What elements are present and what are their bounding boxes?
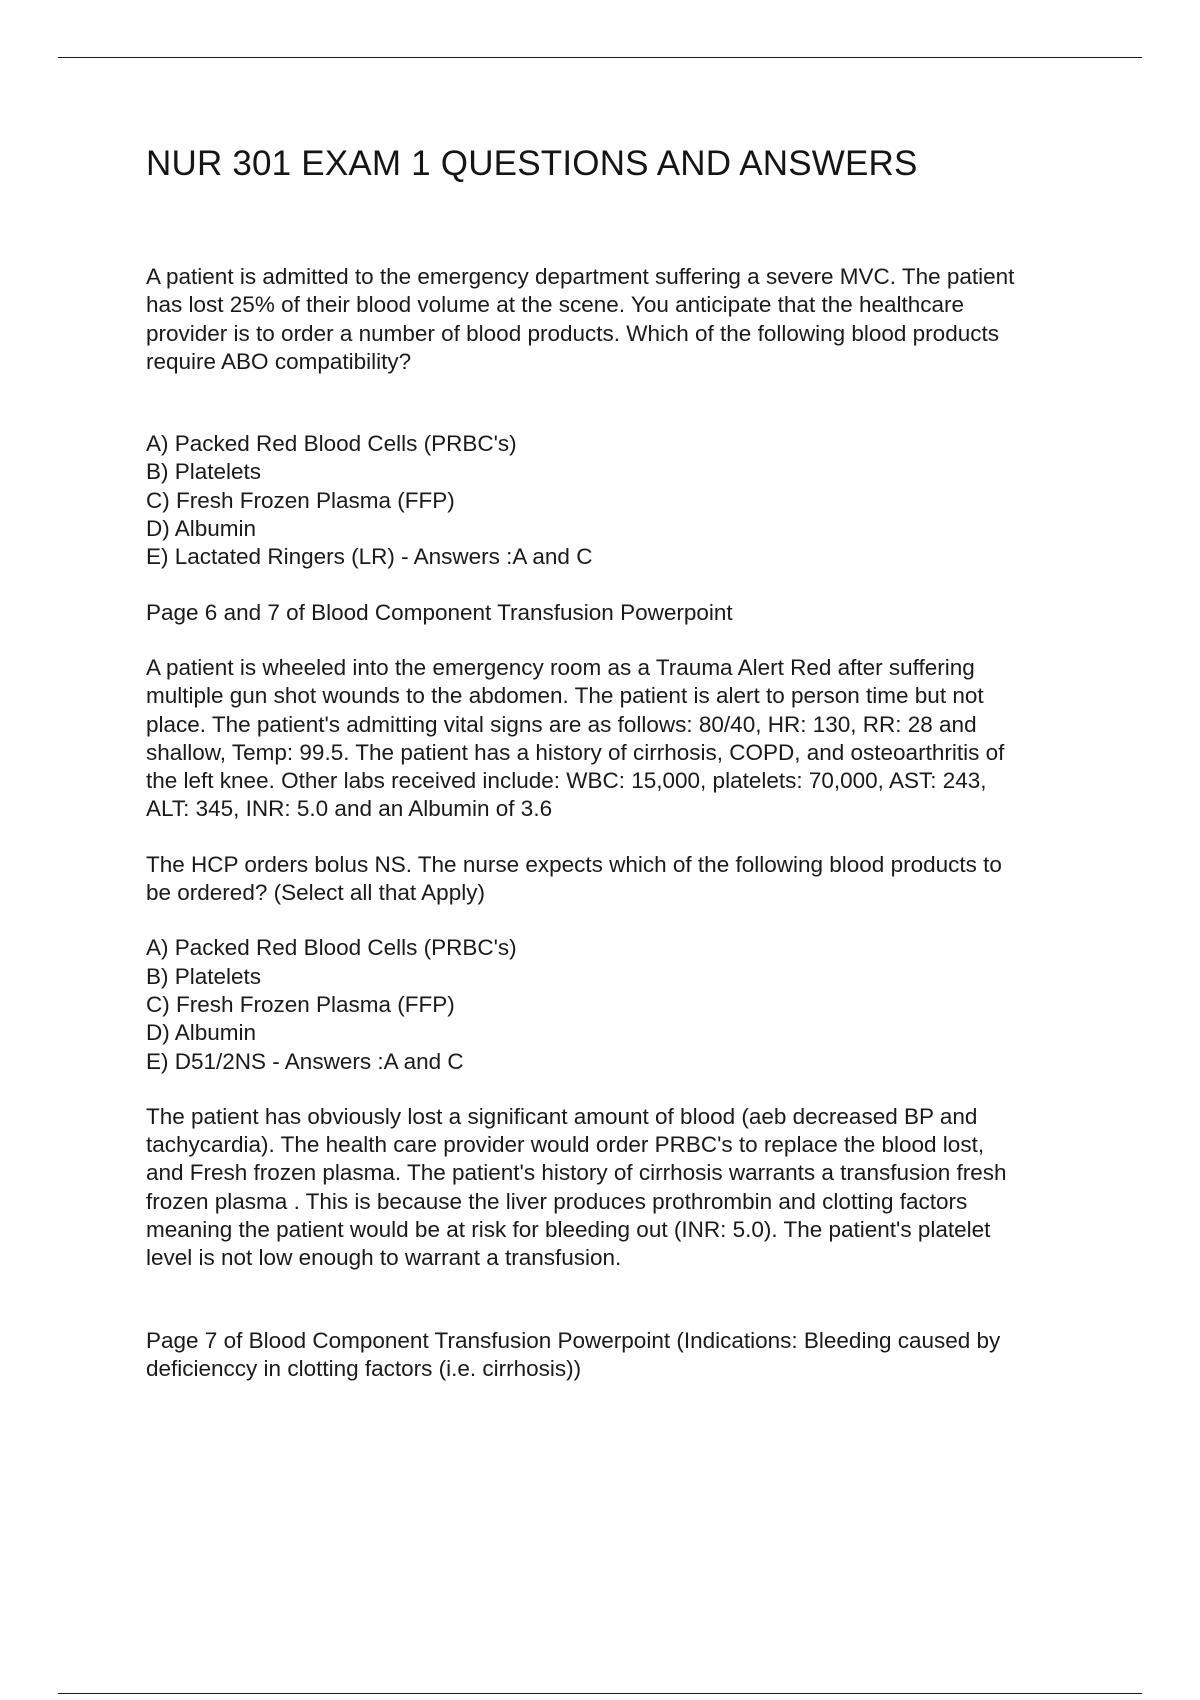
spacer bbox=[146, 824, 1086, 851]
question-1-option-c: C) Fresh Frozen Plasma (FFP) bbox=[146, 487, 455, 513]
question-1-reference: Page 6 and 7 of Blood Component Transfusion Powerpoint bbox=[146, 599, 733, 625]
spacer bbox=[146, 376, 1086, 430]
question-2-option-e-answer: E) D51/2NS - Answers :A and C bbox=[146, 1048, 464, 1074]
spacer bbox=[146, 907, 1086, 934]
question-2-option-c: C) Fresh Frozen Plasma (FFP) bbox=[146, 991, 455, 1017]
question-2-option-b: B) Platelets bbox=[146, 963, 262, 989]
question-2-option-a: A) Packed Red Blood Cells (PRBC's) bbox=[146, 935, 517, 961]
question-1-options bbox=[146, 430, 1086, 571]
question-2-reference: Page 7 of Blood Component Transfusion Powerpoint (Indications: Bleeding caused by deficienccy in clotting factors (i.e. cirrhosis)) bbox=[146, 1327, 1001, 1381]
question-1-option-b: B) Platelets bbox=[146, 459, 262, 485]
bottom-divider bbox=[58, 1693, 1142, 1694]
question-2-rationale: The patient has obviously lost a significant amount of blood (aeb decreased BP and tachycardia). The health care provider would order PRBC's to replace the blood lost, and Fresh frozen plasma. The patient's history of cirrhosis warrants a transfusion fresh frozen plasma . This is because the liver produces prothrombin and clotting factors meaning the patient would be at risk for bleeding out (INR: 5.0). The patient's platelet level is not low enough to warrant a transfusion. bbox=[146, 1103, 1007, 1271]
question-1-option-e-answer: E) Lactated Ringers (LR) - Answers :A and C bbox=[146, 544, 593, 570]
top-divider bbox=[58, 57, 1142, 58]
document-body bbox=[146, 263, 1086, 1383]
question-2-stem: The HCP orders bolus NS. The nurse expects which of the following blood products to be ordered? (Select all that Apply) bbox=[146, 851, 1002, 906]
spacer bbox=[146, 572, 1086, 599]
spacer bbox=[146, 1273, 1086, 1327]
question-2-scenario: A patient is wheeled into the emergency room as a Trauma Alert Red after suffering multiple gun shot wounds to the abdomen. The patient is alert to person time but not place. The patient's admitting vital signs are as follows: 80/40, HR: 130, RR: 28 and shallow, Temp: 99.5. The patient has a history of cirrhosis, COPD, and osteoarthritis of the left knee. Other labs received include: WBC: 15,000, platelets: 70,000, AST: 243, ALT: 345, INR: 5.0 and an Albumin of 3.6 bbox=[146, 654, 1005, 822]
question-1-option-a: A) Packed Red Blood Cells (PRBC's) bbox=[146, 431, 517, 457]
page-title: NUR 301 EXAM 1 QUESTIONS AND ANSWERS bbox=[146, 144, 918, 183]
question-2-options bbox=[146, 934, 1086, 1075]
question-1-stem: A patient is admitted to the emergency department suffering a severe MVC. The patient has lost 25% of their blood volume at the scene. You anticipate that the healthcare provider is to order a number of blood products. Which of the following blood products require ABO compatibility? bbox=[146, 264, 1015, 374]
question-1-option-d: D) Albumin bbox=[146, 516, 257, 542]
spacer bbox=[146, 1076, 1086, 1103]
spacer bbox=[146, 627, 1086, 654]
question-2-option-d: D) Albumin bbox=[146, 1020, 257, 1046]
